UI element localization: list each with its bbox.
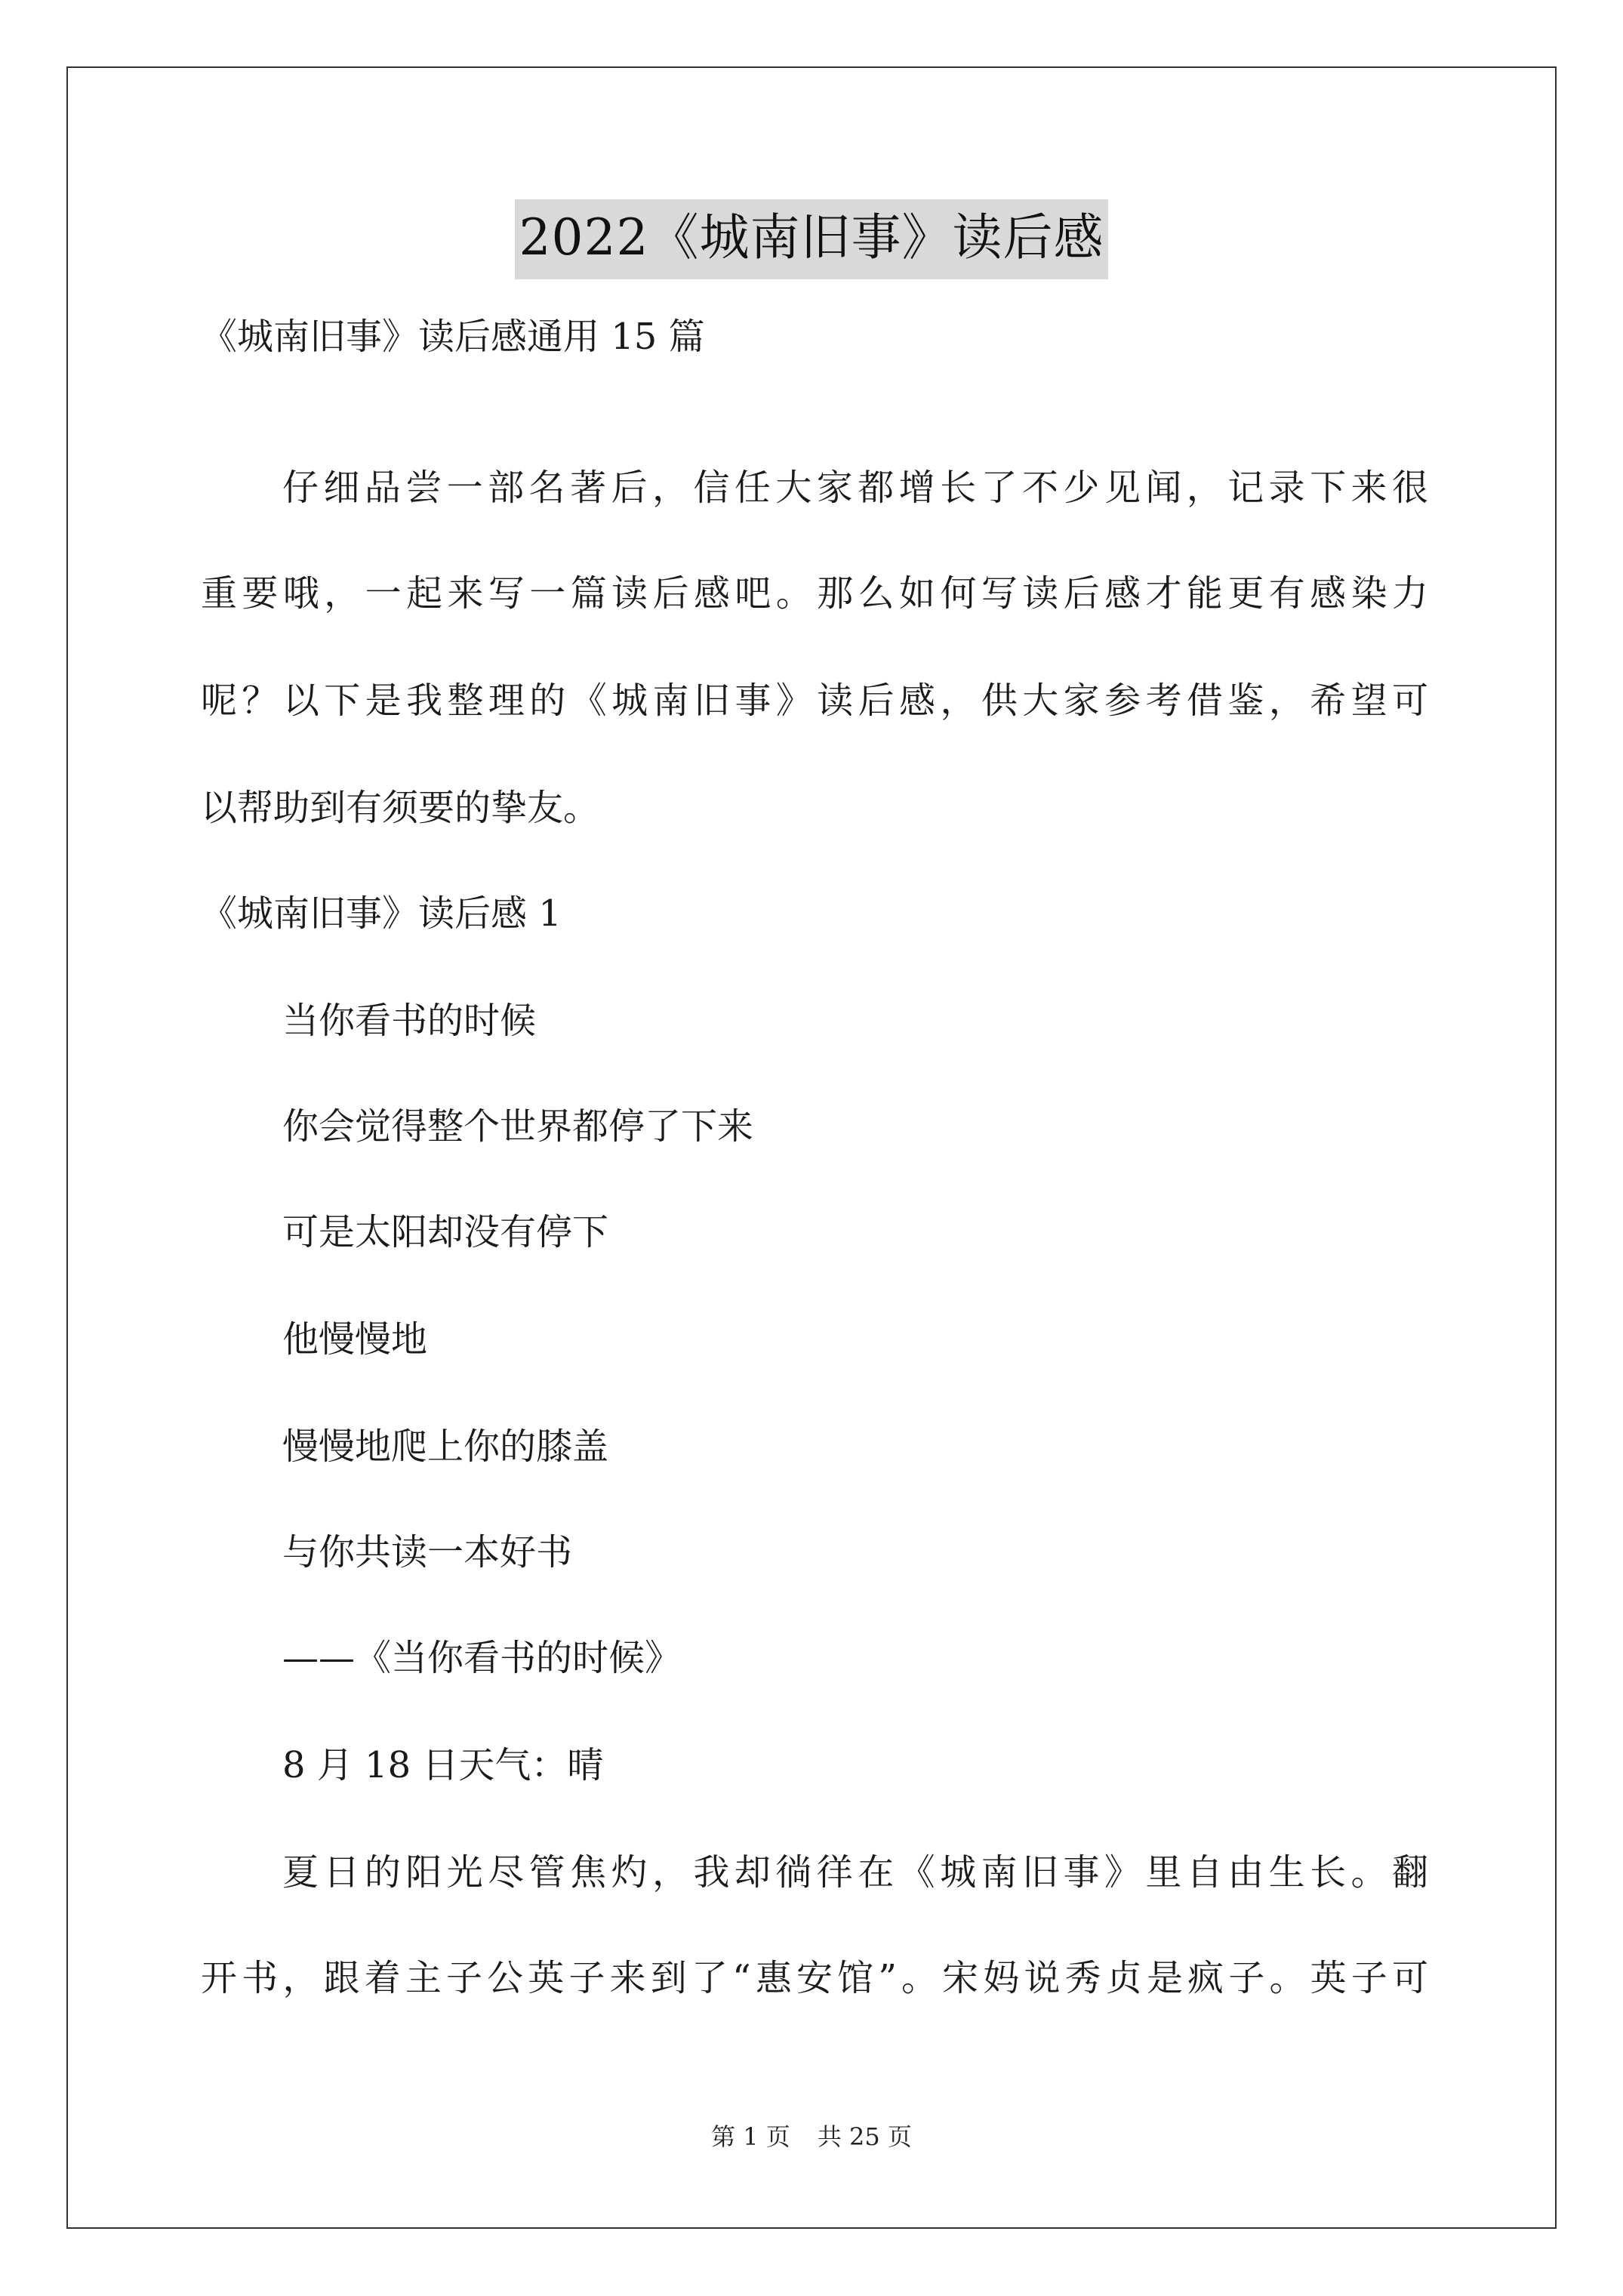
intro-paragraph-line: 重要哦，一起来写一篇读后感吧。那么如何写读后感才能更有感染力 (201, 572, 1428, 615)
intro-paragraph-line: 以帮助到有须要的挚友。 (201, 787, 600, 829)
poem-line: 可是太阳却没有停下 (282, 1211, 609, 1253)
body-paragraph-line: 夏日的阳光尽管焦灼，我却徜徉在《城南旧事》里自由生长。翻 (282, 1851, 1428, 1894)
intro-paragraph-line: 仔细品尝一部名著后，信任大家都增长了不少见闻，记录下来很 (282, 467, 1428, 509)
body-paragraph-line: 开书，跟着主子公英子来到了“惠安馆”。宋妈说秀贞是疯子。英子可 (201, 1957, 1428, 1999)
document-title: 2022《城南旧事》读后感 (515, 199, 1109, 279)
page-number-current: 第 1 页 (711, 2122, 790, 2151)
page-footer (0, 2120, 1623, 2153)
title-container (0, 199, 1623, 279)
poem-line: 与你共读一本好书 (282, 1531, 573, 1573)
poem-line: 他慢慢地 (282, 1318, 428, 1361)
date-weather-line: 8 月 18 日天气：晴 (282, 1744, 604, 1786)
page-number-total: 共 25 页 (817, 2122, 912, 2151)
intro-paragraph-line: 呢？以下是我整理的《城南旧事》读后感，供大家参考借鉴，希望可 (201, 680, 1428, 722)
poem-attribution: ——《当你看书的时候》 (282, 1637, 682, 1679)
poem-line: 慢慢地爬上你的膝盖 (282, 1425, 609, 1468)
section-heading: 《城南旧事》读后感 1 (201, 892, 562, 935)
poem-line: 你会觉得整个世界都停了下来 (282, 1105, 754, 1148)
document-subtitle: 《城南旧事》读后感通用 15 篇 (201, 316, 705, 358)
poem-line: 当你看书的时候 (282, 1000, 537, 1042)
